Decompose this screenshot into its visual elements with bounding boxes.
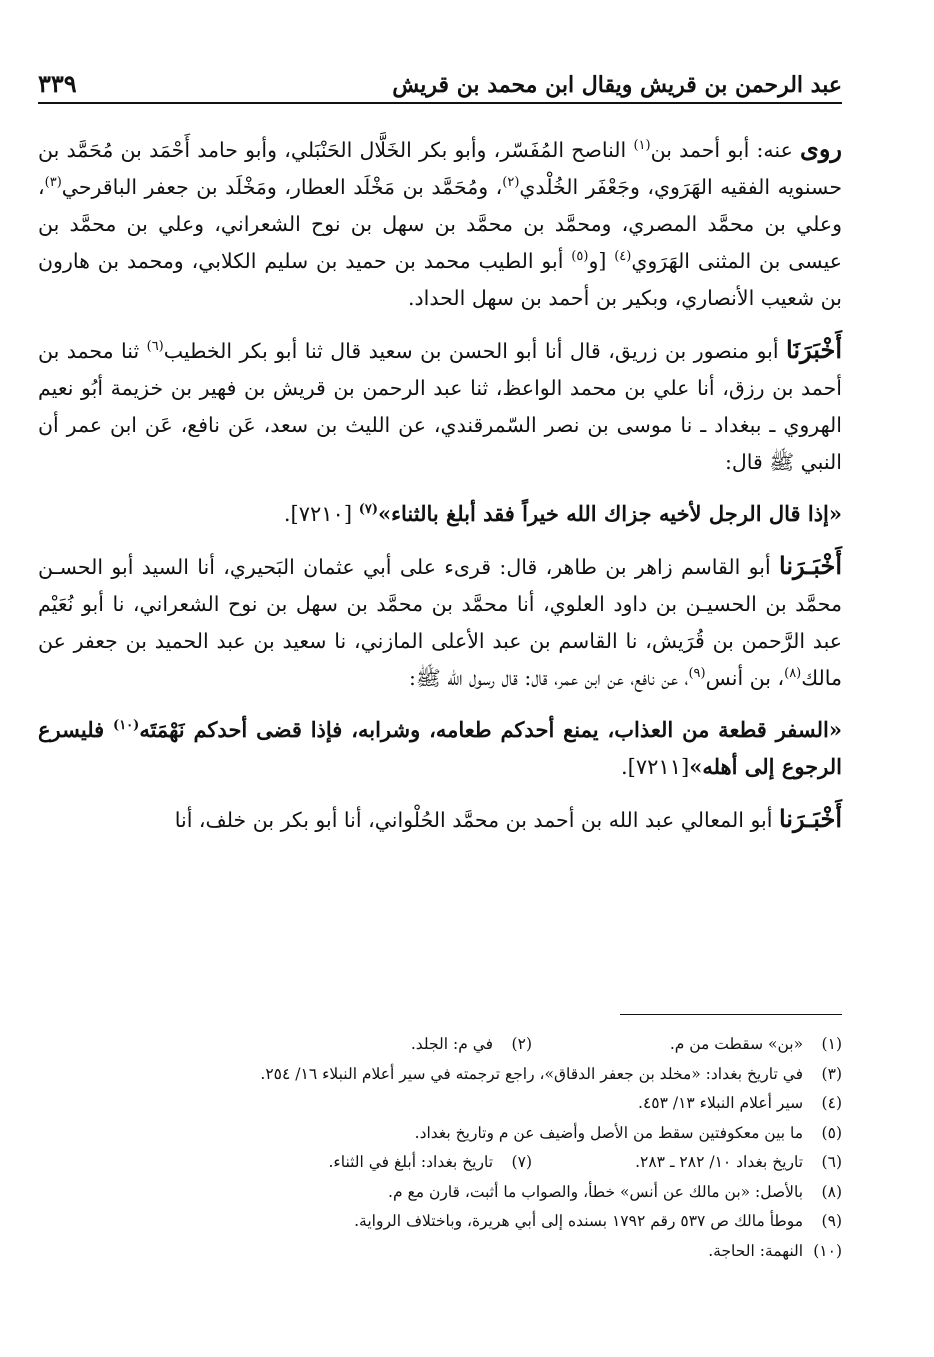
footnote-item (232, 1148, 532, 1178)
footnotes (38, 1030, 842, 1266)
footnote-row (38, 1089, 842, 1119)
footnote-row (38, 1119, 842, 1149)
footnote-text: في م: الجلد. (410, 1035, 494, 1053)
paragraph-lead-word: أَخْبَـرَنا (778, 804, 842, 833)
text-run: أبو القاسم زاهر بن طاهر، قال: قرىء على أبي عثمان البَحيري، أنا السيد أبو الحسـن محمَّد بن الحسيـن بن داود العلوي، أنا محمَّد بن محمَّد بن سهل بن نوح الشعراني، نا أبو نُعَيْم عبد الرَّحمن بن قُرَيش، نا القاسم بن عبد الأعلى المازني، نا سعيد بن عبد الحميد بن جعفر عن مالك (38, 555, 842, 690)
footnote-number: (٢) (511, 1035, 532, 1053)
footnote-item (388, 1178, 842, 1208)
footnote-number: (٨) (821, 1182, 842, 1201)
paragraph-isnad-3 (38, 800, 842, 839)
text-run: أبو الطيب محمد بن حميد بن سليم الكلابي، ومحمد بن هارون بن شعيب الأنصاري، وبكير بن أحمد بن سهل الحداد. (38, 249, 842, 310)
paragraph-isnad-1 (38, 331, 842, 481)
hadith-number: [٧٢١١]. (621, 755, 690, 779)
footnote-item (542, 1148, 842, 1178)
paragraph-narrators (38, 130, 842, 317)
footnote-text: النهمة: الحاجة. (708, 1241, 804, 1260)
text-run: ، وعلي بن محمَّد المصري، ومحمَّد بن محمَّد بن سهل بن نوح الشعراني، وعلي بن محمَّد بن عيسى بن المثنى الهَرَوي (38, 175, 842, 273)
footnote-ref-2: (٢) (502, 175, 520, 191)
footnote-number: (٦) (821, 1153, 842, 1171)
text-run: أبو منصور بن زريق، قال أنا أبو الحسن بن سعيد قال ثنا أبو بكر الخطيب (163, 339, 787, 363)
footnote-row (38, 1178, 842, 1208)
footnote-ref-5: (٥) (571, 249, 589, 265)
footnote-number: (١) (821, 1035, 842, 1053)
hadith-text: «السفر قطعة من العذاب، يمنع أحدكم طعامه، وشرابه، فإذا قضى أحدكم نَهْمَتَه (139, 717, 842, 742)
paragraph-lead-word: أَخْبَرَنَا (786, 335, 842, 364)
hadith-number: [٧٢١٠]. (283, 502, 359, 526)
hadith-text: فليسرع الرجوع إلى أهله» (38, 717, 842, 779)
footnote-number: (٥) (821, 1123, 842, 1142)
footnote-item (542, 1030, 842, 1060)
paragraph-lead-word: أَخْبَـرَنا (779, 551, 843, 580)
text-run: عنه: أبو أحمد بن (650, 138, 801, 162)
footnote-ref-3: (٣) (44, 175, 62, 191)
text-run: الناصح المُفَسّر، وأبو بكر الخَلَّال الحَنْبَلي، وأبو حامد أَحْمَد بن مُحَمَّد بن حسنويه الفقيه الهَرَوي، وجَعْفَر الخُلْدي (38, 138, 842, 199)
footnote-row (38, 1237, 842, 1267)
text-run: ثنا محمد بن أحمد بن رزق، أنا علي بن محمد الواعظ، ثنا عبد الرحمن بن قريش بن فهير بن خزيمة أبُو نعيم الهروي ـ ببغداد ـ نا موسى بن نصر السّمرقندي، عن الليث بن سعد، عَن نافع، عَن ابن عمر أن النبي ﷺ قال: (38, 339, 842, 474)
footnote-text: موطأ مالك ص ٥٣٧ رقم ١٧٩٢ بسنده إلى أبي هريرة، وباختلاف الرواية. (354, 1212, 804, 1230)
text-run: ، ومُحَمَّد بن مَخْلَد العطار، ومَخْلَد بن جعفر الباقرحي (61, 175, 503, 199)
text-run: ، بن أنس (705, 666, 785, 690)
footnote-row (38, 1030, 842, 1060)
footnote-number: (٣) (821, 1064, 842, 1083)
page-header (38, 62, 842, 104)
footnote-ref-10: (١٠) (113, 718, 140, 733)
footnote-ref-6: (٦) (146, 339, 164, 355)
footnote-item (232, 1030, 532, 1060)
footnote-row (38, 1060, 842, 1090)
paragraph-isnad-2 (38, 547, 842, 697)
footnote-ref-8: (٨) (784, 666, 802, 682)
footnote-item (260, 1060, 842, 1090)
text-run: [و (588, 249, 615, 273)
running-title: عبد الرحمن بن قريش ويقال ابن محمد بن قريش (392, 72, 842, 98)
footnote-number: (٩) (821, 1212, 842, 1230)
page-number: ٣٣٩ (38, 69, 77, 98)
main-text (38, 130, 842, 853)
footnote-text: سير أعلام النبلاء ١٣/ ٤٥٣. (638, 1094, 804, 1112)
text-run: ، عن نافع، عن ابن عمر، قال: قال رسول الله ﷺ: (409, 666, 689, 690)
footnote-item (708, 1237, 842, 1267)
footnote-text: تاريخ بغداد: أبلغ في الثناء. (328, 1153, 494, 1171)
footnote-number: (٤) (821, 1094, 842, 1112)
footnote-item (638, 1089, 842, 1119)
footnote-separator (620, 1014, 842, 1015)
footnote-text: ما بين معكوفتين سقط من الأصل وأضيف عن م وتاريخ بغداد. (414, 1123, 804, 1142)
footnote-item (354, 1207, 842, 1237)
footnote-text: بالأصل: «بن مالك عن أنس» خطأ، والصواب ما أثبت، قارن مع م. (388, 1182, 804, 1201)
footnote-ref-9: (٩) (688, 666, 706, 682)
footnote-text: «بن» سقطت من م. (669, 1035, 804, 1053)
hadith-quote-1 (38, 495, 842, 533)
footnote-number: (١٠) (813, 1241, 842, 1260)
text-run: أبو المعالي عبد الله بن أحمد بن محمَّد الحُلْواني، أنا أبو بكر بن خلف، أنا (174, 808, 779, 832)
footnote-number: (٧) (511, 1153, 532, 1171)
hadith-text: «إذا قال الرجل لأخيه جزاك الله خيراً فقد أبلغ بالثناء» (378, 501, 842, 526)
paragraph-lead-word: روى (800, 134, 842, 163)
footnote-ref-7: (٧) (358, 502, 378, 517)
footnote-row (38, 1148, 842, 1178)
footnote-item (415, 1119, 842, 1149)
footnote-ref-1: (١) (633, 138, 651, 154)
footnote-text: تاريخ بغداد ١٠/ ٢٨٢ ـ ٢٨٣. (635, 1153, 804, 1171)
footnote-ref-4: (٤) (614, 249, 632, 265)
footnote-text: في تاريخ بغداد: «مخلد بن جعفر الدقاق»، راجع ترجمته في سير أعلام النبلاء ١٦/ ٢٥٤. (260, 1064, 804, 1083)
footnote-row (38, 1207, 842, 1237)
hadith-quote-2 (38, 711, 842, 786)
